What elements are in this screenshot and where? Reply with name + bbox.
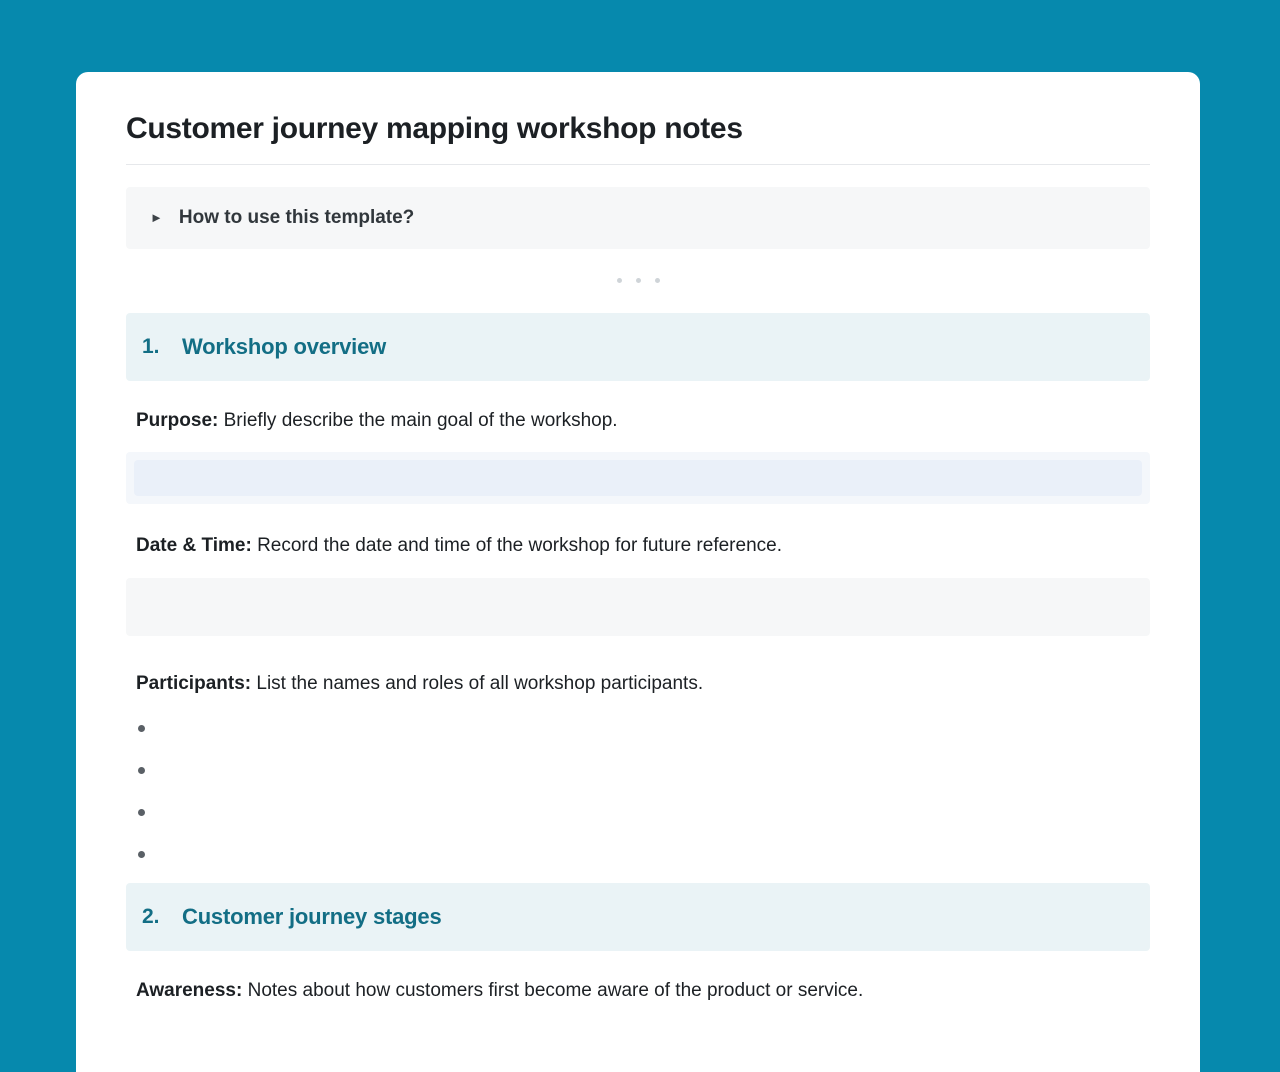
- page-title: Customer journey mapping workshop notes: [126, 112, 743, 145]
- field-label-date-time: Date & Time:: [136, 535, 252, 557]
- section-title: Workshop overview: [182, 333, 387, 359]
- list-item[interactable]: [126, 799, 1150, 841]
- answer-box-purpose-inner[interactable]: [134, 460, 1142, 496]
- field-date-time: [136, 532, 1150, 560]
- title-divider: [126, 164, 1150, 165]
- field-label-purpose: Purpose:: [136, 409, 219, 431]
- field-label-participants: Participants:: [136, 672, 252, 694]
- section-header-workshop-overview: [126, 313, 1150, 381]
- triangle-right-icon[interactable]: ►: [150, 210, 163, 225]
- divider-dot: [636, 278, 641, 283]
- section-title: Customer journey stages: [182, 904, 442, 930]
- divider-dot: [617, 278, 622, 283]
- field-text-date-time: Record the date and time of the workshop for future reference.: [251, 535, 782, 557]
- field-text-participants: List the names and roles of all workshop participants.: [251, 672, 704, 694]
- list-item[interactable]: [126, 715, 1150, 757]
- toggle-label: How to use this template?: [178, 206, 415, 228]
- section-number: 2.: [142, 905, 160, 929]
- field-text-purpose: Briefly describe the main goal of the workshop.: [218, 409, 618, 431]
- answer-box-date-time[interactable]: [126, 578, 1150, 636]
- field-purpose: [136, 407, 1150, 435]
- toggle-how-to-use[interactable]: [126, 187, 1150, 249]
- participants-list: [126, 715, 1150, 883]
- field-participants: [136, 670, 1150, 698]
- document-page: [76, 72, 1200, 1072]
- section-header-customer-journey-stages: [126, 883, 1150, 951]
- answer-box-purpose[interactable]: [126, 452, 1150, 504]
- field-awareness: [136, 977, 1150, 1005]
- list-item[interactable]: [126, 841, 1150, 883]
- field-text-awareness: Notes about how customers first become aware of the product or service.: [242, 980, 864, 1002]
- three-dots-divider: [126, 249, 1150, 313]
- divider-dot: [655, 278, 660, 283]
- section-number: 1.: [142, 334, 160, 358]
- list-item[interactable]: [126, 757, 1150, 799]
- field-label-awareness: Awareness:: [136, 980, 243, 1002]
